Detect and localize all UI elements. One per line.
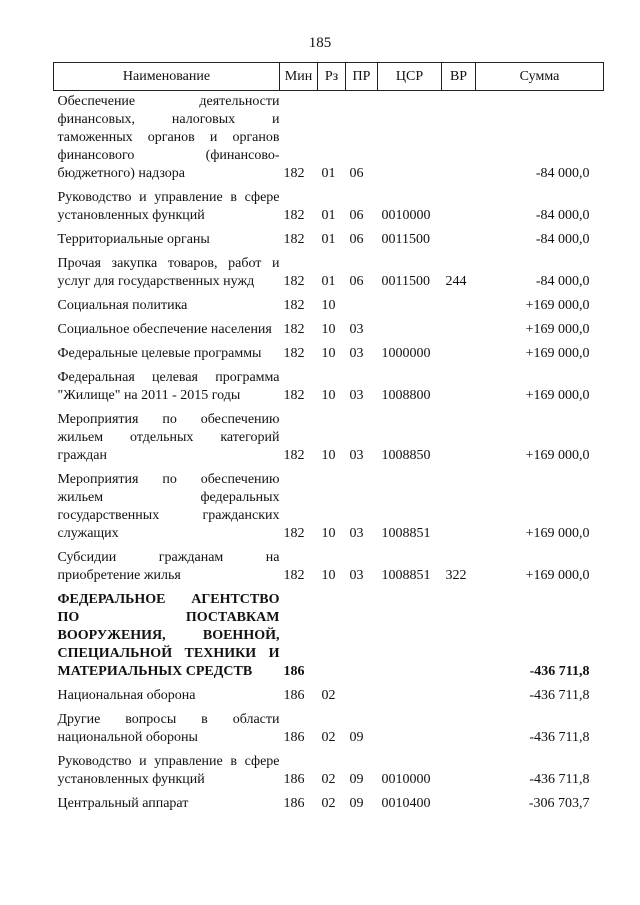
page-number: 185 [308, 35, 332, 51]
cell-vr [442, 91, 476, 184]
cell-vr [442, 705, 476, 747]
cell-sum: -84 000,0 [535, 274, 590, 289]
cell-name: Руководство и управление в сфере установленных функций [57, 190, 280, 223]
cell-min: 186 [283, 772, 305, 787]
cell-csr: 0010000 [381, 208, 431, 223]
cell-vr [442, 291, 476, 315]
cell-rz: 10 [321, 298, 336, 313]
header-csr: ЦСР [378, 63, 442, 91]
cell-pr [346, 585, 378, 681]
cell-pr: 03 [349, 322, 364, 337]
cell-vr [442, 363, 476, 405]
cell-vr [442, 465, 476, 543]
cell-name: Субсидии гражданам на приобретение жилья [57, 550, 280, 583]
cell-sum: +169 000,0 [525, 346, 590, 361]
cell-csr [378, 291, 442, 315]
cell-rz: 10 [321, 346, 336, 361]
cell-sum: -436 711,8 [529, 730, 590, 745]
cell-rz: 02 [321, 772, 336, 787]
table-row [54, 405, 604, 465]
cell-csr [378, 315, 442, 339]
table-row [54, 747, 604, 789]
cell-csr: 0011500 [381, 232, 430, 247]
cell-csr: 1008851 [381, 568, 431, 583]
cell-vr: 244 [445, 274, 467, 289]
cell-rz: 10 [321, 448, 336, 463]
cell-name: Федеральные целевые программы [57, 346, 262, 361]
cell-min: 182 [283, 274, 305, 289]
cell-sum: +169 000,0 [525, 448, 590, 463]
cell-min: 182 [283, 232, 305, 247]
cell-sum: -84 000,0 [535, 208, 590, 223]
cell-name: Национальная оборона [57, 688, 196, 703]
cell-vr [442, 339, 476, 363]
cell-vr [442, 681, 476, 705]
table-row [54, 91, 604, 184]
cell-sum: +169 000,0 [525, 526, 590, 541]
cell-rz: 10 [321, 388, 336, 403]
cell-min: 182 [283, 388, 305, 403]
cell-name: Мероприятия по обеспечению жильем федеральных государственных гражданских служащих [57, 472, 280, 541]
cell-min: 182 [283, 322, 305, 337]
cell-sum: -436 711,8 [529, 688, 590, 703]
cell-min: 186 [283, 730, 305, 745]
cell-csr [378, 585, 442, 681]
cell-rz: 01 [321, 166, 336, 181]
cell-pr: 09 [349, 796, 364, 811]
cell-vr [442, 747, 476, 789]
cell-pr: 03 [349, 448, 364, 463]
cell-min: 186 [283, 796, 305, 811]
cell-sum: -306 703,7 [528, 796, 590, 811]
cell-pr: 06 [349, 274, 364, 289]
cell-rz: 01 [321, 274, 336, 289]
table-row [54, 363, 604, 405]
cell-rz: 10 [321, 568, 336, 583]
cell-sum: -84 000,0 [535, 232, 590, 247]
header-pr: ПР [346, 63, 378, 91]
table-row [54, 291, 604, 315]
table-row [54, 543, 604, 585]
header-rz: Рз [318, 63, 346, 91]
cell-min: 182 [283, 448, 305, 463]
table-row [54, 465, 604, 543]
table-row [54, 339, 604, 363]
table-row [54, 225, 604, 249]
cell-name: ФЕДЕРАЛЬНОЕ АГЕНТСТВО ПО ПОСТАВКАМ ВООРУЖЕНИЯ, ВОЕННОЙ, СПЕЦИАЛЬНОЙ ТЕХНИКИ И МАТЕРИАЛЬНЫХ СРЕДСТВ [57, 592, 280, 679]
cell-pr: 09 [349, 772, 364, 787]
cell-min: 186 [283, 688, 305, 703]
table-row [54, 315, 604, 339]
cell-pr: 09 [349, 730, 364, 745]
cell-vr [442, 225, 476, 249]
cell-csr: 1000000 [381, 346, 431, 361]
cell-name: Обеспечение деятельности финансовых, налоговых и таможенных органов и органов финансового (финансово-бюджетного) надзора [57, 94, 280, 181]
table-row [54, 183, 604, 225]
table-row [54, 789, 604, 813]
cell-vr [442, 315, 476, 339]
cell-rz: 10 [321, 322, 336, 337]
cell-rz: 01 [321, 208, 336, 223]
cell-sum: +169 000,0 [525, 322, 590, 337]
header-vr: ВР [442, 63, 476, 91]
cell-sum: +169 000,0 [525, 568, 590, 583]
cell-csr: 1008800 [381, 388, 431, 403]
header-sum: Сумма [476, 63, 604, 91]
cell-name: Мероприятия по обеспечению жильем отдельных категорий граждан [57, 412, 280, 463]
cell-csr: 1008850 [381, 448, 431, 463]
table-row [54, 585, 604, 681]
cell-csr: 0011500 [381, 274, 430, 289]
cell-pr: 06 [349, 232, 364, 247]
cell-name: Социальное обеспечение населения [57, 322, 272, 337]
budget-table [53, 62, 604, 813]
header-min: Мин [280, 63, 318, 91]
cell-name: Федеральная целевая программа "Жилище" на 2011 - 2015 годы [57, 370, 280, 403]
cell-vr [442, 789, 476, 813]
cell-min: 182 [283, 208, 305, 223]
cell-name: Социальная политика [57, 298, 188, 313]
cell-name: Прочая закупка товаров, работ и услуг для государственных нужд [57, 256, 280, 289]
cell-rz: 02 [321, 730, 336, 745]
cell-min: 186 [283, 664, 305, 679]
cell-min: 182 [283, 166, 305, 181]
cell-csr: 0010000 [381, 772, 431, 787]
cell-name: Другие вопросы в области национальной обороны [57, 712, 280, 745]
cell-name: Центральный аппарат [57, 796, 189, 811]
cell-vr [442, 183, 476, 225]
cell-csr: 1008851 [381, 526, 431, 541]
cell-name: Руководство и управление в сфере установленных функций [57, 754, 280, 787]
table-row [54, 249, 604, 291]
cell-min: 182 [283, 298, 305, 313]
cell-name: Территориальные органы [57, 232, 210, 247]
cell-rz: 02 [321, 688, 336, 703]
cell-csr [378, 705, 442, 747]
cell-csr [378, 681, 442, 705]
cell-pr: 06 [349, 166, 364, 181]
header-name: Наименование [54, 63, 280, 91]
cell-pr: 03 [349, 346, 364, 361]
cell-min: 182 [283, 526, 305, 541]
cell-csr [378, 91, 442, 184]
cell-sum: +169 000,0 [525, 388, 590, 403]
cell-rz: 01 [321, 232, 336, 247]
table-body [54, 91, 604, 814]
cell-min: 182 [283, 568, 305, 583]
cell-min: 182 [283, 346, 305, 361]
cell-pr: 03 [349, 388, 364, 403]
table-row [54, 705, 604, 747]
cell-pr: 03 [349, 526, 364, 541]
cell-vr [442, 405, 476, 465]
cell-rz: 10 [321, 526, 336, 541]
table-row [54, 681, 604, 705]
table-header [54, 63, 604, 91]
cell-sum: -436 711,8 [529, 772, 590, 787]
cell-vr: 322 [445, 568, 467, 583]
cell-pr [346, 681, 378, 705]
cell-rz [318, 585, 346, 681]
cell-pr: 06 [349, 208, 364, 223]
cell-csr: 0010400 [381, 796, 431, 811]
cell-rz: 02 [321, 796, 336, 811]
cell-sum: -436 711,8 [529, 664, 590, 679]
cell-pr: 03 [349, 568, 364, 583]
cell-sum: -84 000,0 [535, 166, 590, 181]
cell-vr [442, 585, 476, 681]
cell-sum: +169 000,0 [525, 298, 590, 313]
cell-pr [346, 291, 378, 315]
